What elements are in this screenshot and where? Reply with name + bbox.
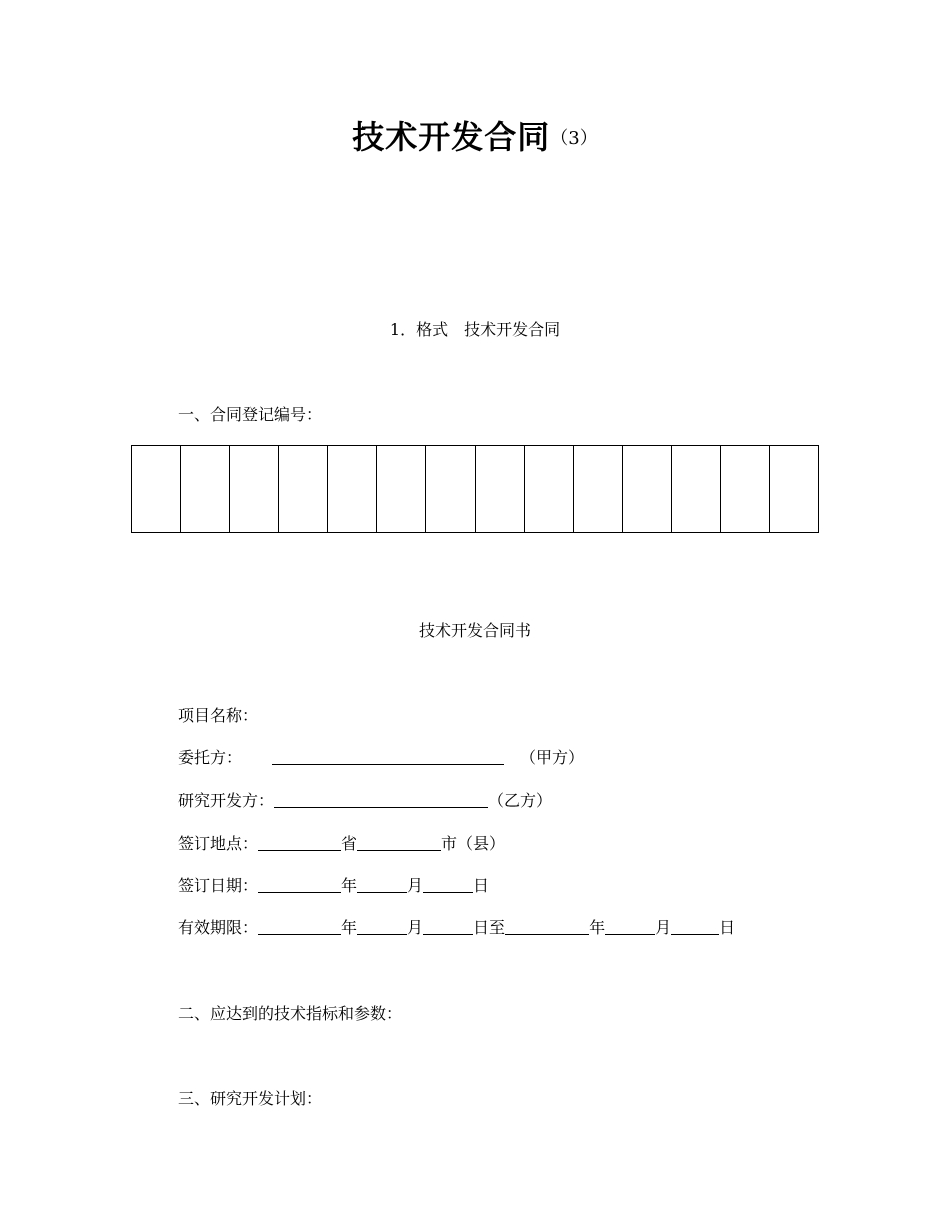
registration-box[interactable] bbox=[426, 446, 475, 532]
registration-box[interactable] bbox=[279, 446, 328, 532]
start-year-blank[interactable] bbox=[258, 918, 341, 935]
section-dev-plan: 三、研究开发计划： bbox=[178, 1089, 323, 1108]
date-row bbox=[178, 875, 489, 897]
start-year-label: 年 bbox=[341, 918, 358, 937]
client-label: 委托方： bbox=[178, 748, 243, 767]
province-blank[interactable] bbox=[258, 834, 341, 851]
registration-box[interactable] bbox=[230, 446, 279, 532]
year-blank[interactable] bbox=[258, 876, 341, 893]
start-month-label: 月 bbox=[407, 918, 424, 937]
start-day-to-label: 日至 bbox=[473, 918, 506, 937]
registration-box[interactable] bbox=[476, 446, 525, 532]
project-name-label: 项目名称： bbox=[178, 706, 259, 725]
registration-box[interactable] bbox=[525, 446, 574, 532]
format-heading: 1．格式 技术开发合同 bbox=[389, 320, 561, 339]
end-month-blank[interactable] bbox=[605, 918, 655, 935]
end-day-blank[interactable] bbox=[671, 918, 719, 935]
end-day-label: 日 bbox=[719, 918, 736, 937]
document-title bbox=[0, 112, 950, 158]
registration-box[interactable] bbox=[770, 446, 818, 532]
registration-box[interactable] bbox=[623, 446, 672, 532]
city-label: 市（县） bbox=[441, 834, 506, 853]
province-label: 省 bbox=[341, 834, 358, 853]
month-label: 月 bbox=[407, 876, 424, 895]
month-blank[interactable] bbox=[357, 876, 407, 893]
end-year-label: 年 bbox=[589, 918, 606, 937]
registration-box[interactable] bbox=[181, 446, 230, 532]
developer-blank[interactable] bbox=[274, 791, 488, 808]
section-registration-label: 一、合同登记编号： bbox=[178, 405, 323, 424]
developer-label: 研究开发方： bbox=[178, 791, 275, 810]
title-number: （3） bbox=[550, 128, 598, 149]
contract-book-title: 技术开发合同书 bbox=[418, 621, 531, 640]
client-blank[interactable] bbox=[272, 748, 504, 765]
client-suffix: （甲方） bbox=[520, 748, 585, 767]
start-month-blank[interactable] bbox=[357, 918, 407, 935]
registration-box[interactable] bbox=[328, 446, 377, 532]
registration-box[interactable] bbox=[377, 446, 426, 532]
year-label: 年 bbox=[341, 876, 358, 895]
start-day-blank[interactable] bbox=[423, 918, 473, 935]
date-label: 签订日期： bbox=[178, 876, 259, 895]
registration-box[interactable] bbox=[132, 446, 181, 532]
validity-row bbox=[178, 917, 735, 939]
city-blank[interactable] bbox=[357, 834, 441, 851]
day-label: 日 bbox=[473, 876, 490, 895]
registration-number-boxes bbox=[131, 445, 819, 533]
section-tech-indicators: 二、应达到的技术指标和参数： bbox=[178, 1004, 403, 1023]
registration-box[interactable] bbox=[574, 446, 623, 532]
registration-box[interactable] bbox=[672, 446, 721, 532]
title-main: 技术开发合同 bbox=[352, 118, 551, 156]
place-label: 签订地点： bbox=[178, 834, 259, 853]
end-year-blank[interactable] bbox=[505, 918, 589, 935]
day-blank[interactable] bbox=[423, 876, 473, 893]
registration-box[interactable] bbox=[721, 446, 770, 532]
end-month-label: 月 bbox=[655, 918, 672, 937]
developer-row bbox=[178, 790, 552, 812]
client-row bbox=[178, 747, 584, 769]
developer-suffix: （乙方） bbox=[488, 791, 553, 810]
place-row bbox=[178, 833, 505, 855]
validity-label: 有效期限： bbox=[178, 918, 259, 937]
